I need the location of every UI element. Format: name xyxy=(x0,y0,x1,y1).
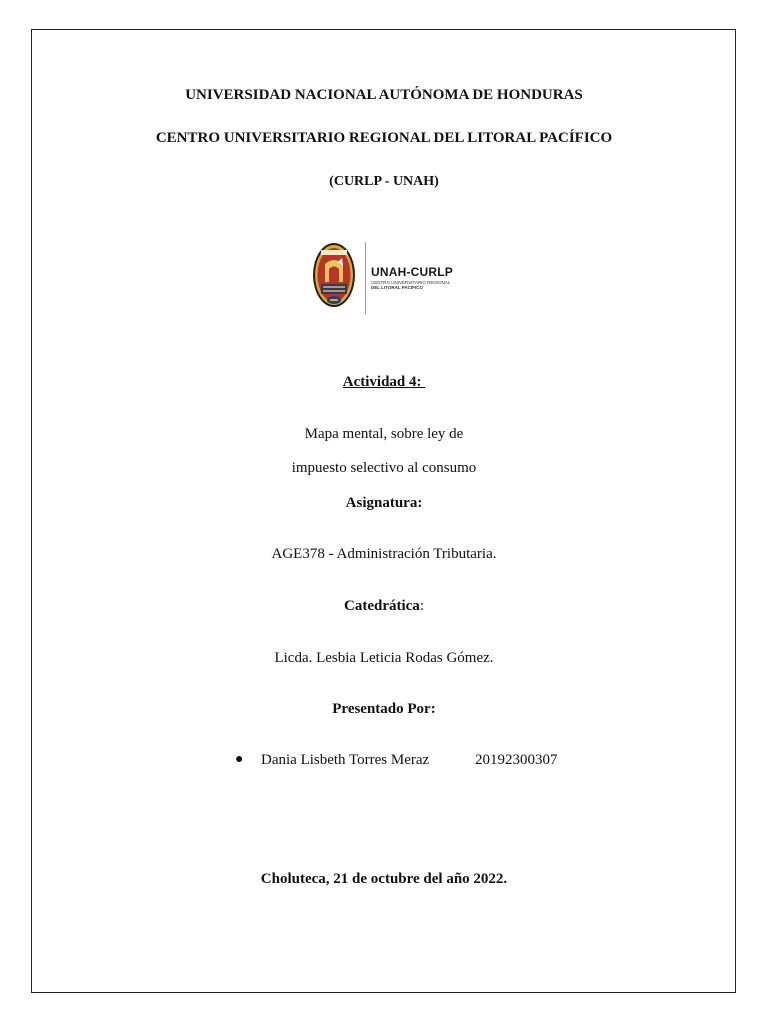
professor-label-colon: : xyxy=(419,598,424,614)
professor-label: Catedrática xyxy=(344,598,420,614)
course-label: Asignatura: xyxy=(345,495,423,511)
presenters-label: Presentado Por: xyxy=(332,701,436,717)
logo-subtitle-line1: CENTRO UNIVERSITARIO REGIONAL xyxy=(371,280,451,285)
course-value: AGE378 - Administración Tributaria. xyxy=(271,546,497,562)
center-name: CENTRO UNIVERSITARIO REGIONAL DEL LITORAL PACÍFICO xyxy=(155,130,613,146)
university-name: UNIVERSIDAD NACIONAL AUTÓNOMA DE HONDURAS xyxy=(185,87,583,103)
university-seal-icon xyxy=(312,242,356,308)
logo-divider xyxy=(365,242,366,314)
bullet-icon: ● xyxy=(235,752,244,767)
activity-description-line2: impuesto selectivo al consumo xyxy=(291,460,477,476)
list-item xyxy=(0,751,768,769)
student-name: Dania Lisbeth Torres Meraz xyxy=(261,752,430,768)
student-id: 20192300307 xyxy=(475,752,558,768)
place-date: Choluteca, 21 de octubre del año 2022. xyxy=(260,871,508,887)
activity-description-line1: Mapa mental, sobre ley de xyxy=(304,426,464,442)
professor-label-row xyxy=(0,597,768,615)
logo-subtitle-line2: DEL LITORAL PACÍFICO xyxy=(371,285,423,290)
unah-curlp-logo xyxy=(310,240,470,316)
professor-name: Licda. Lesbia Leticia Rodas Gómez. xyxy=(274,650,494,666)
center-acronym: (CURLP - UNAH) xyxy=(329,174,439,189)
activity-label: Actividad 4: xyxy=(342,374,426,390)
logo-title: UNAH-CURLP xyxy=(371,265,453,279)
